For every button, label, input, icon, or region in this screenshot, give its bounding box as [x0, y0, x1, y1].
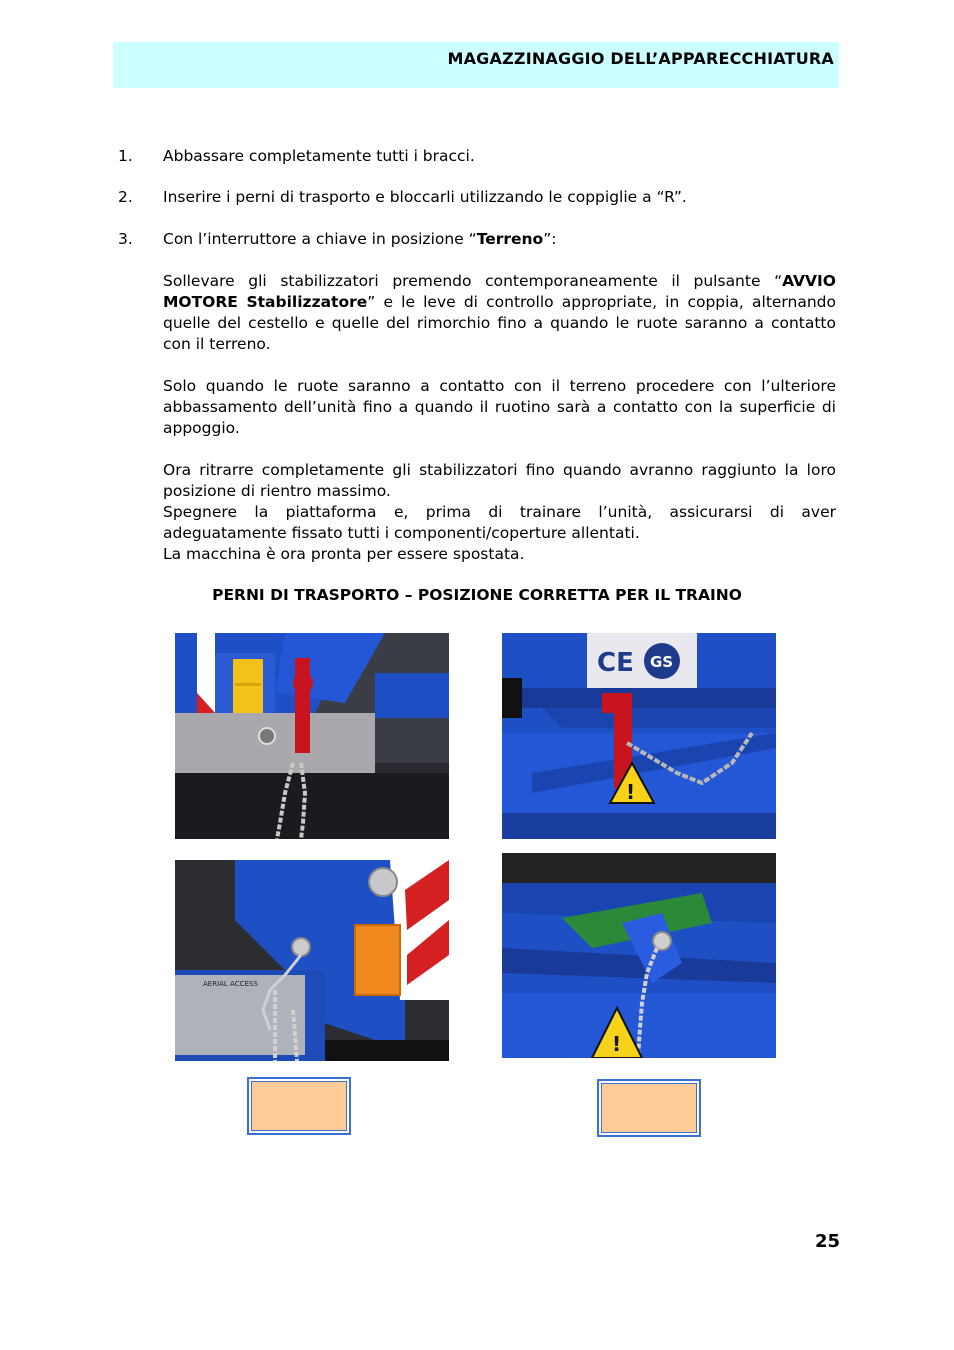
nameplate-text: AERIAL ACCESS: [203, 980, 258, 988]
paragraph-retract-3: La macchina è ora pronta per essere spostata.: [163, 545, 525, 563]
step-number: 3.: [118, 230, 133, 248]
paragraph-retract-1: Ora ritrarre completamente gli stabilizzatori fino quando avranno raggiunto la loro posizione di rientro massimo.: [163, 461, 836, 500]
photo-transport-pin-4: [502, 853, 776, 1058]
terreno-bold: Terreno: [476, 230, 544, 248]
photo-transport-pin-1: [175, 633, 449, 839]
paragraph-lower-unit: Solo quando le ruote saranno a contatto con il terreno procedere con l’ulteriore abbassamento dell’unità fino a quando il ruotino sarà a contatto con la superficie di appoggio.: [163, 377, 836, 437]
header-band: [113, 42, 839, 88]
caption-box-right: [597, 1079, 701, 1137]
svg-text:!: !: [612, 1032, 622, 1056]
section-title: PERNI DI TRASPORTO – POSIZIONE CORRETTA PER IL TRAINO: [212, 586, 742, 604]
avvio-motore-bold: AVVIO MOTORE Stabilizzatore: [163, 272, 836, 311]
ce-mark: CE: [597, 648, 634, 678]
caption-box-left: [247, 1077, 351, 1135]
step-text: Abbassare completamente tutti i bracci.: [163, 147, 475, 165]
step-1: [118, 146, 836, 167]
svg-text:!: !: [626, 780, 636, 804]
paragraph-lift-stabilizers: Sollevare gli stabilizzatori premendo contemporaneamente il pulsante “AVVIO MOTORE Stabilizzatore” e le leve di controllo appropriate, in coppia, alternando quelle del cestello e quelle del rimorchio fino a quando le ruote saranno a contatto con il terreno.: [163, 272, 836, 353]
step-number: 2.: [118, 188, 133, 206]
step-text: Con l’interruttore a chiave in posizione “Terreno”:: [163, 230, 557, 248]
photo-transport-pin-3: [175, 860, 449, 1061]
step-number: 1.: [118, 147, 133, 165]
gs-mark: GS: [650, 653, 674, 671]
header-title: MAGAZZINAGGIO DELL’APPARECCHIATURA: [447, 49, 834, 68]
steps-list: [118, 146, 836, 565]
step-2: [118, 187, 836, 208]
step-text: Inserire i perni di trasporto e bloccarli utilizzando le coppiglie a “R”.: [163, 188, 687, 206]
page-number: 25: [814, 1231, 840, 1252]
photo-transport-pin-2: [502, 633, 776, 839]
step-3: [118, 229, 836, 250]
paragraph-retract-2: Spegnere la piattaforma e, prima di trainare l’unità, assicurarsi di aver adeguatamente fissato tutti i componenti/coperture allentati.: [163, 503, 836, 542]
